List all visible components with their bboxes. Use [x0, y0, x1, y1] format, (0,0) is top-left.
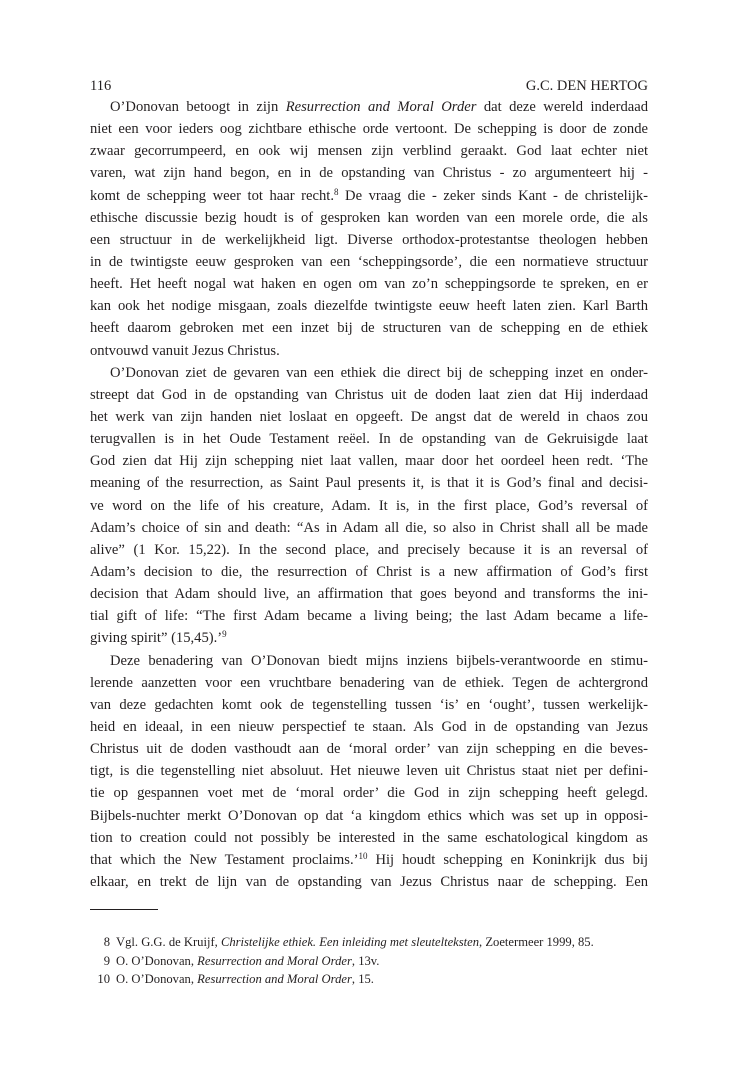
- text-line: [90, 229, 648, 251]
- text-run: O. O’Donovan,: [116, 972, 198, 986]
- text-line: [90, 627, 648, 649]
- text-line: [90, 472, 648, 494]
- text-line: [90, 362, 648, 384]
- text-run: tigt, is die tegenstelling niet absoluut. Het nieuwe leven uit Christus staat niet per defini-: [90, 763, 648, 780]
- text-line: [90, 849, 648, 871]
- text-line: [90, 672, 648, 694]
- text-line: [90, 162, 648, 184]
- running-header: [90, 78, 648, 95]
- text-line: [90, 827, 648, 849]
- text-run: O’Donovan ziet de gevaren van een ethiek die direct bij de schepping inzet en onder-: [110, 364, 648, 381]
- text-line: [90, 273, 648, 295]
- text-run: elkaar, en trekt de lijn van de opstanding van Jezus Christus naar de schepping. Een: [90, 873, 648, 890]
- text-run: Christus uit de doden vasthoudt aan de ‘moral order’ van zijn schepping en die beves-: [90, 741, 648, 758]
- text-line: [90, 694, 648, 716]
- text-line: [90, 118, 648, 140]
- text-run: heeft. Het heeft nogal wat haken en ogen om van zo’n scheppingsorde te spreken, en er: [90, 276, 648, 293]
- text-run: meaning of the resurrection, as Saint Paul presents it, is that it is God’s final and decisi-: [90, 475, 648, 492]
- text-line: [90, 295, 648, 317]
- italic-title: Resurrection and Moral Order: [197, 953, 352, 968]
- text-run: heeft daarom gebroken met een inzet bij de structuren van de schepping en de ethiek: [90, 320, 648, 337]
- text-line: [90, 251, 648, 273]
- text-run: that which the New Testament proclaims.’: [90, 851, 359, 868]
- text-line: [90, 317, 648, 339]
- text-run: komt de schepping weer tot haar recht.: [90, 187, 334, 204]
- text-line: [90, 738, 648, 760]
- text-line: [90, 782, 648, 804]
- text-run: O. O’Donovan,: [116, 953, 198, 968]
- text-line: [90, 406, 648, 428]
- text-run: ontvouwd vanuit Jezus Christus.: [90, 342, 280, 359]
- text-run: varen, wat zijn hand begon, en in de opstanding van Christus - zo argumenteert hij -: [90, 165, 648, 182]
- text-line: [90, 340, 648, 362]
- text-run: kan ook het nodige misgaan, zoals diezelfde twintigste eeuw heeft laten zien. Karl Barth: [90, 298, 648, 315]
- italic-title: Resurrection and Moral Order: [197, 972, 352, 986]
- text-run: , 13v.: [351, 953, 380, 968]
- text-line: [90, 805, 648, 827]
- text-run: Deze benadering van O’Donovan biedt mijns inziens bijbels-verantwoorde en stimu-: [110, 652, 648, 669]
- footnote-reference: 10: [358, 850, 368, 861]
- text-run: De vraag die - zeker sinds Kant - de christelijk-: [338, 187, 648, 204]
- page-number: 116: [90, 78, 112, 94]
- text-run: van deze gedachten komt ook de tegenstelling tussen ‘is’ en ‘ought’, tussen werkelijk-: [90, 696, 648, 713]
- text-run: zwaar gecorrumpeerd, en ook wij mensen zijn verblind geraakt. God laat echter niet: [90, 143, 648, 160]
- text-line: [90, 605, 648, 627]
- text-run: alive” (1 Kor. 15,22). In the second place, and precisely because it is an reversal of: [90, 541, 648, 558]
- text-line: [90, 517, 648, 539]
- text-line: [90, 561, 648, 583]
- text-line: [90, 96, 648, 118]
- text-run: terugvallen is in het Oude Testament reëel. In de opstanding van de Gekruisigde laat: [90, 431, 648, 448]
- text-line: [90, 871, 648, 893]
- text-run: het werk van zijn handen niet loslaat en opgeeft. De angst dat de wereld in chaos zou: [90, 408, 648, 425]
- text-run: decision that Adam should live, an affirmation that goes beyond and transforms the ini-: [90, 586, 648, 603]
- footnote-number: 9: [103, 953, 110, 968]
- text-run: tion to creation could not possibly be interested in the same eschatological kingdom as: [90, 829, 648, 846]
- footnote-reference: 9: [222, 629, 227, 640]
- text-run: in de twintigste eeuw gesproken van een ‘scheppingsorde’, die een normatieve structuur: [90, 253, 648, 270]
- footnotes: [90, 933, 648, 989]
- text-run: Adam’s choice of sin and death: “As in Adam all die, so also in Christ shall all be made: [90, 519, 648, 536]
- text-line: [90, 583, 648, 605]
- footnote: [90, 952, 648, 971]
- text-run: lerende aanzetten voor een vruchtbare benadering van de ethiek. Tegen de achtergrond: [90, 674, 648, 691]
- text-run: streept dat God in de opstanding van Christus uit de doden laat zien dat Hij inderdaad: [90, 386, 648, 403]
- paragraph: [90, 96, 648, 362]
- text-run: , 15.: [351, 972, 374, 986]
- footnote-text: [116, 952, 648, 971]
- footnote-text: [116, 970, 648, 989]
- text-run: een structuur in de werkelijkheid ligt. Diverse orthodox-protestantse theologen hebben: [90, 231, 648, 248]
- paragraph: [90, 362, 648, 650]
- footnote: [90, 933, 648, 952]
- text-run: ve word on the life of his creature, Adam. It is, in the first place, God’s reversal of: [90, 497, 648, 514]
- text-line: [90, 428, 648, 450]
- text-run: God zien dat Hij zijn schepping niet laat vallen, maar door het oordeel heen redt. ‘The: [90, 453, 648, 470]
- text-line: [90, 539, 648, 561]
- footnote-number: 8: [103, 935, 110, 949]
- footnote-separator: [90, 909, 158, 910]
- text-line: [90, 140, 648, 162]
- text-line: [90, 207, 648, 229]
- text-run: Vgl. G.G. de Kruijf,: [116, 935, 221, 949]
- text-run: heid en ideaal, in een nieuw perspectief te staan. Als God in de opstanding van Jezus: [90, 718, 648, 735]
- body-text: [90, 96, 648, 893]
- text-run: niet een voor ieders oog zichtbare ethische orde vertoont. De schepping is door de zonde: [90, 121, 648, 138]
- text-line: [90, 384, 648, 406]
- footnote: [90, 970, 648, 989]
- footnote-number: 10: [97, 972, 110, 986]
- text-run: Adam’s decision to die, the resurrection of Christ is a new affirmation of God’s first: [90, 563, 648, 580]
- italic-title: Christelijke ethiek. Een inleiding met sleutelteksten: [220, 935, 480, 949]
- text-line: [90, 495, 648, 517]
- text-run: Bijbels-nuchter merkt O’Donovan op dat ‘a kingdom ethics which was set up in opposi-: [90, 807, 648, 824]
- text-line: [90, 185, 648, 207]
- text-line: [90, 650, 648, 672]
- text-run: tie op gespannen voet met de ‘moral order’ die God in zijn schepping heeft gelegd.: [90, 785, 648, 802]
- text-run: O’Donovan betoogt in zijn: [110, 99, 286, 115]
- text-run: , Zoetermeer 1999, 85.: [479, 935, 594, 949]
- footnote-text: [116, 933, 648, 952]
- running-head-author: G.C. DEN HERTOG: [525, 78, 648, 94]
- text-run: giving spirit” (15,45).’: [90, 630, 223, 647]
- footnote-reference: 8: [333, 186, 339, 197]
- text-run: dat deze wereld inderdaad: [476, 99, 648, 115]
- italic-title: Resurrection and Moral Order: [285, 99, 477, 115]
- text-run: ethische discussie bezig houdt is of gesproken kan worden van een morele orde, die als: [90, 209, 648, 226]
- paragraph: [90, 650, 648, 894]
- text-line: [90, 760, 648, 782]
- text-run: Hij houdt schepping en Koninkrijk dus bij: [367, 851, 648, 868]
- text-line: [90, 450, 648, 472]
- text-line: [90, 716, 648, 738]
- text-run: tial gift of life: “The first Adam became a living being; the last Adam became a life-: [90, 608, 648, 625]
